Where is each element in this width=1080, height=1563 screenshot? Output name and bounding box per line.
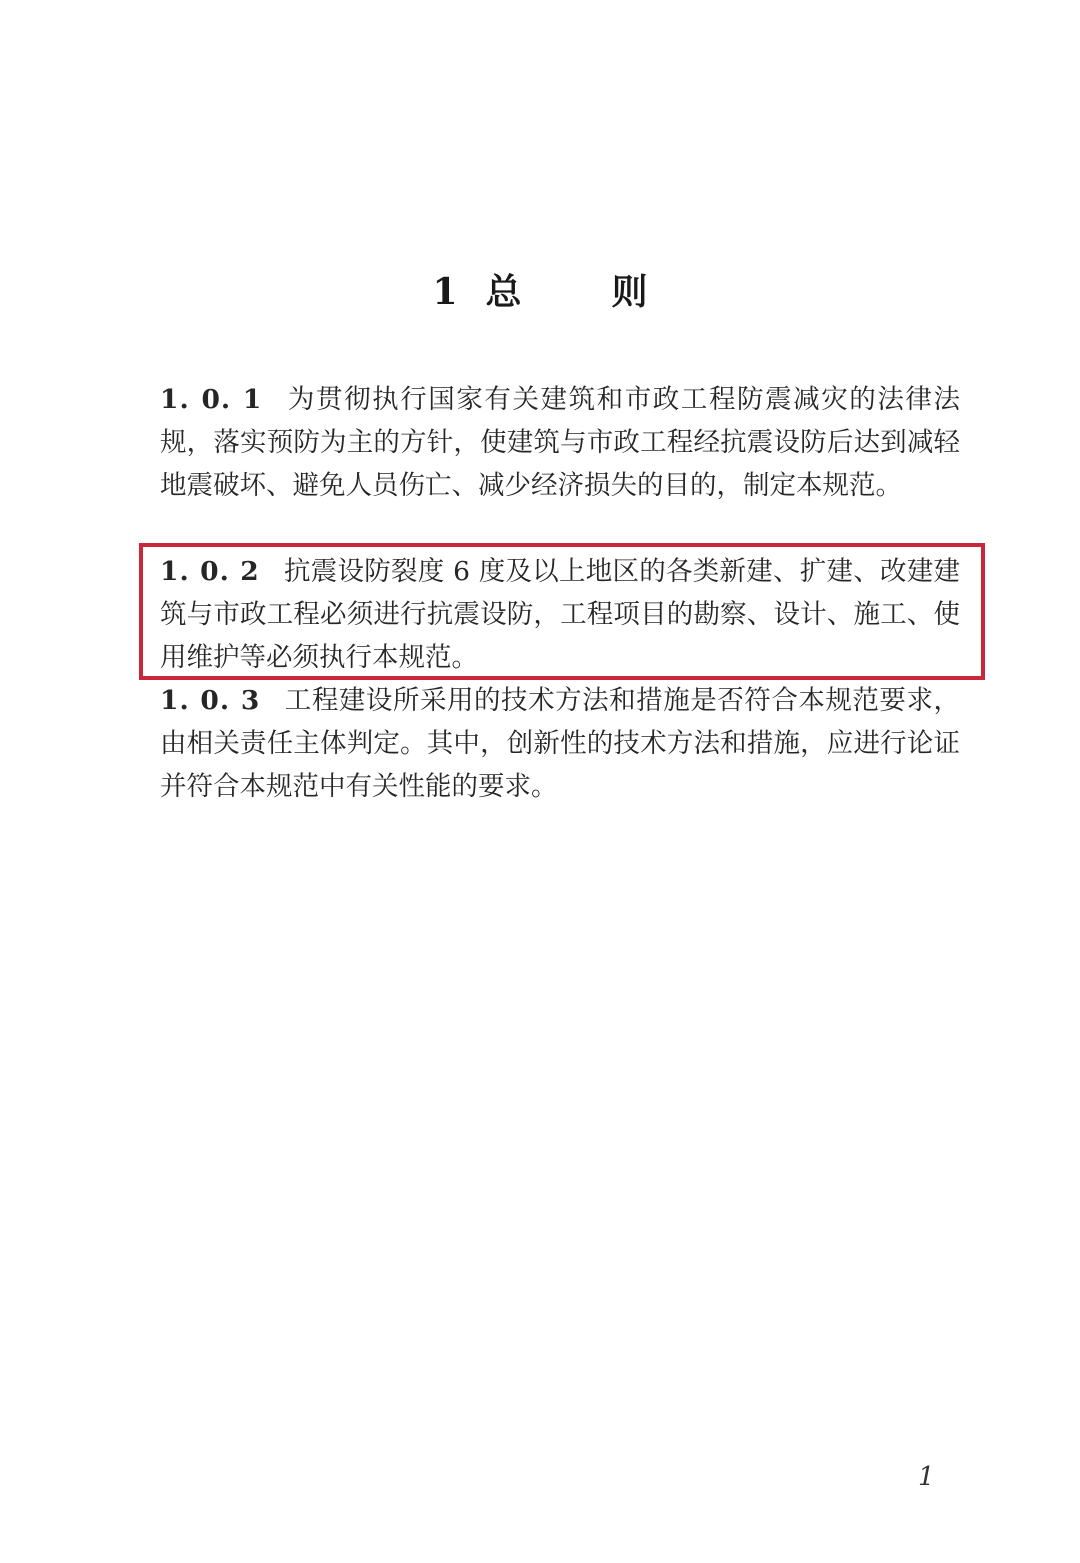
clause-1-0-1 [160,378,960,507]
clause-number: 1. 0. 3 [160,685,261,716]
clause-1-0-3 [160,679,960,808]
chapter-title-char-1: 总 [485,271,522,313]
clause-number: 1. 0. 1 [160,384,263,415]
highlight-box [139,543,985,680]
chapter-number: 1 [432,271,458,313]
clause-text: 为贯彻执行国家有关建筑和市政工程防震减灾的法律法规，落实预防为主的方针，使建筑与市政工程经抗震设防后达到减轻地震破坏、避免人员伤亡、减少经济损失的目的，制定本规范。 [160,384,960,501]
clause-number: 1. 0. 2 [160,556,260,587]
chapter-title [0,262,1080,322]
clause-text: 抗震设防裂度 6 度及以上地区的各类新建、扩建、改建建筑与市政工程必须进行抗震设防，工程项目的勘察、设计、施工、使用维护等必须执行本规范。 [160,556,960,673]
chapter-title-char-2: 则 [611,271,648,313]
page-number: 1 [918,1462,935,1492]
clause-text: 工程建设所采用的技术方法和措施是否符合本规范要求，由相关责任主体判定。其中，创新性的技术方法和措施，应进行论证并符合本规范中有关性能的要求。 [160,685,960,802]
